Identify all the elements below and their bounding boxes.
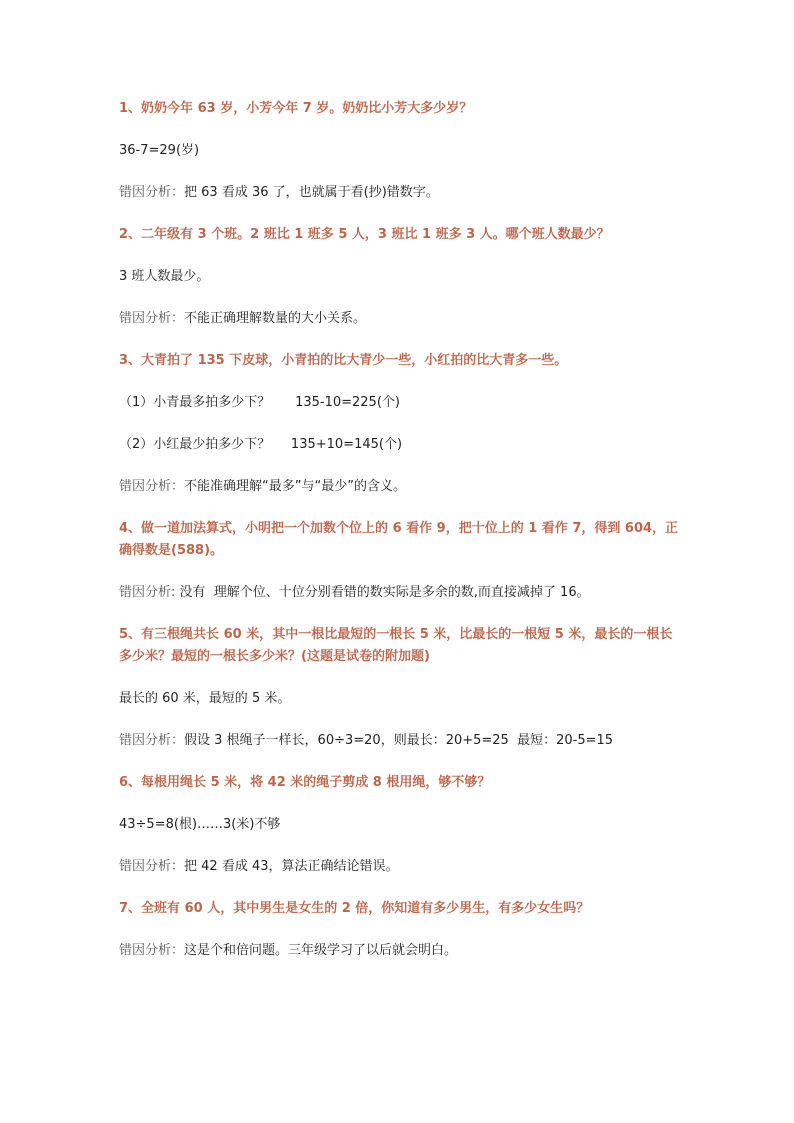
analysis-2 <box>119 308 684 330</box>
question-5: 5、有三根绳共长 60 米，其中一根比最短的一根长 5 米，比最长的一根短 5 米，最长的一根长多少米？最短的一根长多少米？(这题是试卷的附加题) <box>119 627 673 664</box>
analysis-text: 这是个和倍问题。三年级学习了以后就会明白。 <box>184 943 458 958</box>
analysis-text: 把 42 看成 43，算法正确结论错误。 <box>184 859 399 874</box>
answer-1: 36-7=29(岁) <box>119 143 200 158</box>
analysis-text: 把 63 看成 36 了，也就属于看(抄)错数字。 <box>184 185 439 200</box>
analysis-label: 错因分析： <box>119 479 185 494</box>
analysis-3 <box>119 476 684 498</box>
analysis-4 <box>119 582 684 604</box>
analysis-text: 假设 3 根绳子一样长，60÷3=20，则最长：20+5=25 最短：20-5=15 <box>184 733 614 748</box>
analysis-text: 没有 理解个位、十位分别看错的数实际是多余的数,而直接减掉了 16。 <box>175 585 590 600</box>
analysis-label: 错因分析： <box>119 943 185 958</box>
question-4: 4、做一道加法算式，小明把一个加数个位上的 6 看作 9，把十位上的 1 看作 7，得到 604，正确得数是(588)。 <box>119 521 679 558</box>
analysis-text: 不能正确理解数量的大小关系。 <box>184 311 367 326</box>
question-2: 2、二年级有 3 个班。2 班比 1 班多 5 人，3 班比 1 班多 3 人。哪个班人数最少？ <box>119 227 610 242</box>
analysis-7 <box>119 940 684 962</box>
question-6: 6、每根用绳长 5 米，将 42 米的绳子剪成 8 根用绳，够不够？ <box>119 775 491 790</box>
analysis-label: 错因分析： <box>119 859 185 874</box>
question-7: 7、全班有 60 人，其中男生是女生的 2 倍，你知道有多少男生，有多少女生吗？ <box>119 901 590 916</box>
answer-6: 43÷5=8(根)……3(米)不够 <box>119 817 281 832</box>
analysis-1 <box>119 182 684 204</box>
answer-3-2: （2）小红最少拍多少下？ 135+10=145(个) <box>119 437 403 452</box>
analysis-label: 错因分析： <box>119 185 185 200</box>
analysis-label: 错因分析: <box>119 585 176 600</box>
analysis-6 <box>119 856 684 878</box>
answer-5: 最长的 60 米，最短的 5 米。 <box>119 691 291 706</box>
document-body <box>119 98 684 962</box>
analysis-text: 不能准确理解“最多”与“最少”的含义。 <box>184 479 406 494</box>
analysis-label: 错因分析： <box>119 733 185 748</box>
answer-2: 3 班人数最少。 <box>119 269 210 284</box>
question-1: 1、奶奶今年 63 岁，小芳今年 7 岁。奶奶比小芳大多少岁？ <box>119 101 473 116</box>
analysis-5 <box>119 730 684 752</box>
analysis-label: 错因分析： <box>119 311 185 326</box>
question-3: 3、大青拍了 135 下皮球，小青拍的比大青少一些，小红拍的比大青多一些。 <box>119 353 568 368</box>
answer-3-1: （1）小青最多拍多少下？ 135-10=225(个) <box>119 395 400 410</box>
